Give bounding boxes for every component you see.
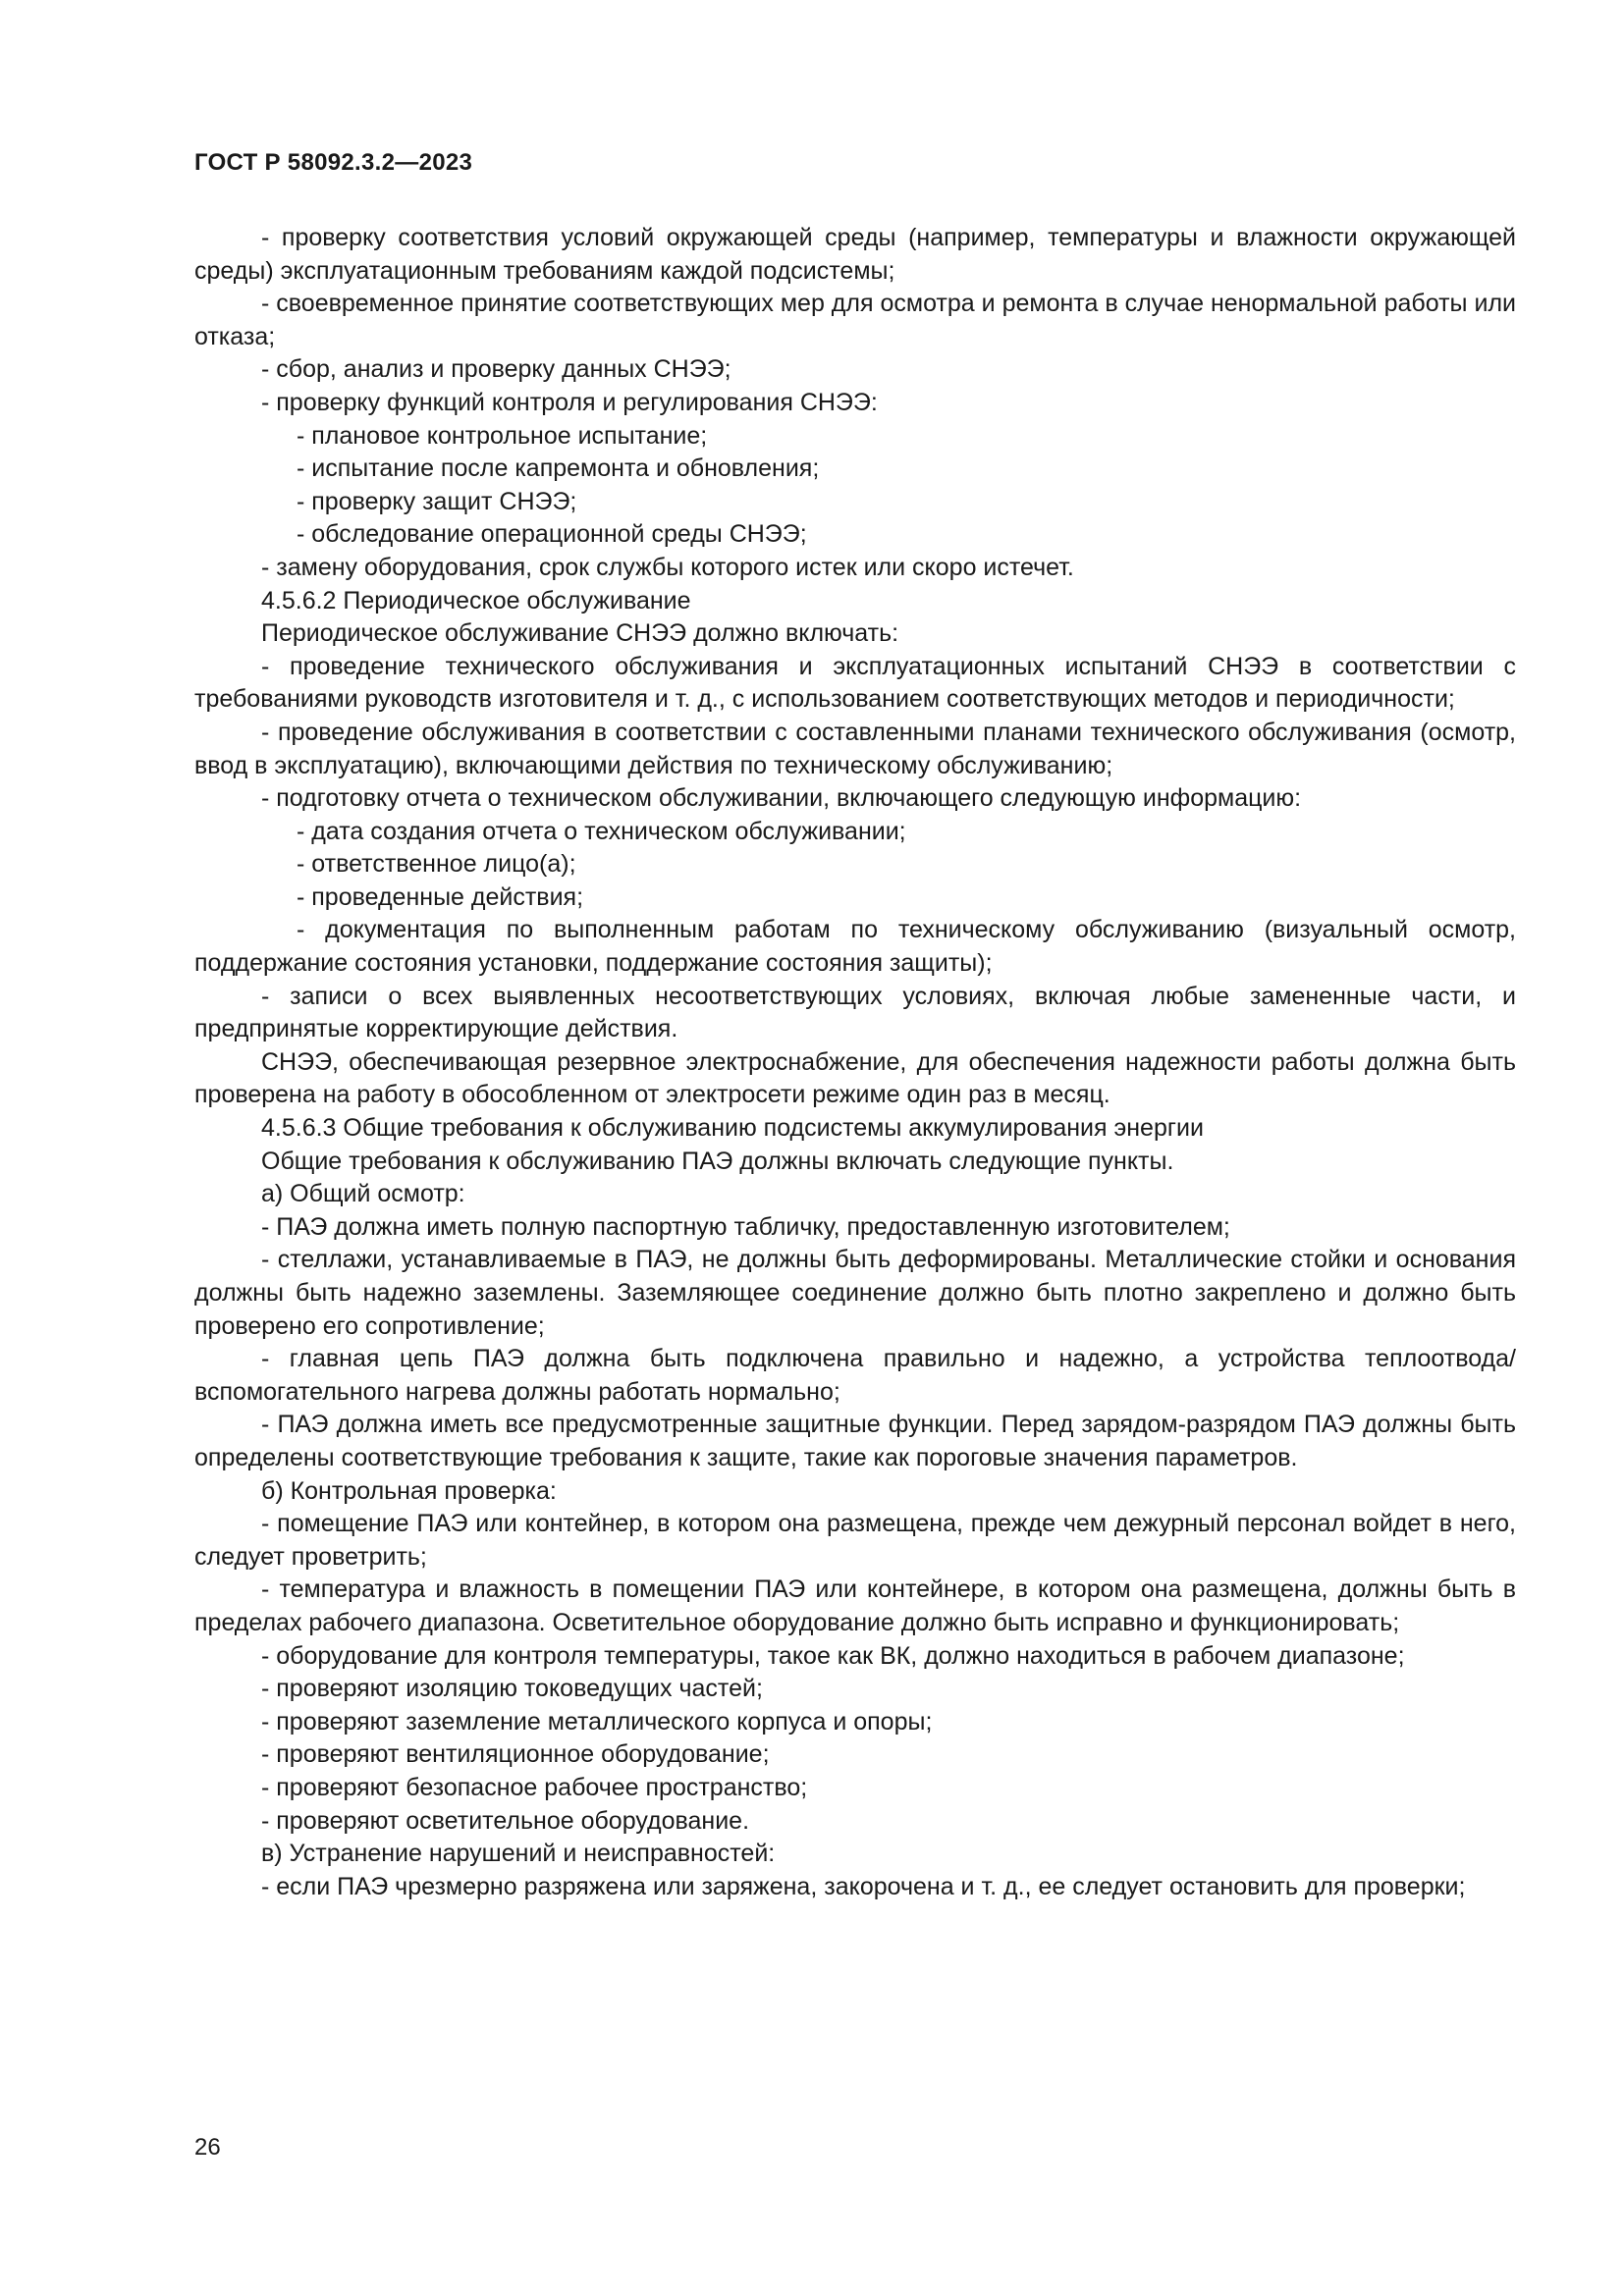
paragraph: - проверку функций контроля и регулирования СНЭЭ: bbox=[261, 388, 878, 416]
sub-list-item: - обследование операционной среды СНЭЭ; bbox=[297, 520, 807, 549]
paragraph: - записи о всех выявленных несоответствующих условиях, включая любые замененные части, и предпринятые корректирующие действия. bbox=[194, 982, 1516, 1043]
document-header: ГОСТ Р 58092.3.2—2023 bbox=[194, 149, 473, 176]
paragraph: - главная цепь ПАЭ должна быть подключена правильно и надежно, а устройства теплоотвода/ вспомогательного нагрева должны работать нормально; bbox=[194, 1345, 1516, 1406]
sub-list-item: - проверку защит СНЭЭ; bbox=[297, 487, 577, 515]
paragraph: - своевременное принятие соответствующих мер для осмотра и ремонта в случае ненормальной работы или отказа; bbox=[194, 290, 1516, 350]
page-number: 26 bbox=[194, 2134, 221, 2161]
sub-list-item: - ответственное лицо(а); bbox=[297, 850, 576, 879]
paragraph: СНЭЭ, обеспечивающая резервное электроснабжение, для обеспечения надежности работы должна быть проверена на работу в обособленном от электросети режиме один раз в месяц. bbox=[194, 1047, 1516, 1109]
paragraph: - подготовку отчета о техническом обслуживании, включающего следующую информацию: bbox=[261, 784, 1302, 813]
paragraph: - проверяют вентиляционное оборудование; bbox=[261, 1740, 770, 1769]
paragraph: - проверяют изоляцию токоведущих частей; bbox=[261, 1675, 763, 1703]
sub-list-item: - проведенные действия; bbox=[297, 882, 584, 911]
paragraph: - замену оборудования, срок службы которого истек или скоро истечет. bbox=[261, 553, 1074, 581]
paragraph: - проведение обслуживания в соответствии с составленными планами технического обслуживания (осмотр, ввод в эксплуатацию), включающими действия по техническому обслуживанию; bbox=[194, 718, 1516, 779]
document-body bbox=[194, 222, 1516, 1903]
paragraph: - сбор, анализ и проверку данных СНЭЭ; bbox=[261, 355, 731, 384]
list-heading: а) Общий осмотр: bbox=[261, 1180, 465, 1208]
paragraph: - проверяют осветительное оборудование. bbox=[261, 1806, 750, 1835]
sub-list-item: - дата создания отчета о техническом обслуживании; bbox=[297, 817, 906, 845]
paragraph: - проведение технического обслуживания и эксплуатационных испытаний СНЭЭ в соответствии с требованиями руководств изготовителя и т. д., с использованием соответствующих методов и периодичности; bbox=[194, 652, 1516, 714]
paragraph: Общие требования к обслуживанию ПАЭ должны включать следующие пункты. bbox=[261, 1147, 1174, 1175]
paragraph: - ПАЭ должна иметь полную паспортную табличку, предоставленную изготовителем; bbox=[261, 1212, 1230, 1241]
list-heading: в) Устранение нарушений и неисправностей: bbox=[261, 1840, 776, 1868]
paragraph: - оборудование для контроля температуры, такое как ВК, должно находиться в рабочем диапазоне; bbox=[261, 1641, 1405, 1670]
paragraph: - проверяют безопасное рабочее пространство; bbox=[261, 1773, 808, 1801]
sub-list-item: - плановое контрольное испытание; bbox=[297, 421, 708, 450]
list-heading: б) Контрольная проверка: bbox=[261, 1476, 557, 1505]
paragraph: - если ПАЭ чрезмерно разряжена или заряжена, закорочена и т. д., ее следует остановить для проверки; bbox=[261, 1872, 1466, 1900]
paragraph: - проверяют заземление металлического корпуса и опоры; bbox=[261, 1707, 933, 1735]
sub-list-item: - документация по выполненным работам по техническому обслуживанию (визуальный осмотр, поддержание состояния установки, поддержание состояния защиты); bbox=[194, 916, 1516, 978]
section-heading: 4.5.6.3 Общие требования к обслуживанию подсистемы аккумулирования энергии bbox=[261, 1114, 1204, 1143]
sub-list-item: - испытание после капремонта и обновления; bbox=[297, 454, 820, 483]
paragraph: - температура и влажность в помещении ПАЭ или контейнере, в котором она размещена, должны быть в пределах рабочего диапазона. Осветительное оборудование должно быть исправно и функционировать; bbox=[194, 1575, 1516, 1636]
section-heading: 4.5.6.2 Периодическое обслуживание bbox=[261, 586, 691, 614]
paragraph: - проверку соответствия условий окружающей среды (например, температуры и влажности окружающей среды) эксплуатационным требованиям каждой подсистемы; bbox=[194, 224, 1516, 285]
paragraph: Периодическое обслуживание СНЭЭ должно включать: bbox=[261, 619, 899, 648]
paragraph: - ПАЭ должна иметь все предусмотренные защитные функции. Перед зарядом-разрядом ПАЭ должны быть определены соответствующие требования к защите, такие как пороговые значения параметров. bbox=[194, 1411, 1516, 1471]
paragraph: - стеллажи, устанавливаемые в ПАЭ, не должны быть деформированы. Металлические стойки и основания должны быть надежно заземлены. Заземляющее соединение должно быть плотно закреплено и должно быть проверено его сопротивление; bbox=[194, 1246, 1516, 1340]
paragraph: - помещение ПАЭ или контейнер, в котором она размещена, прежде чем дежурный персонал войдет в него, следует проветрить; bbox=[194, 1510, 1516, 1571]
